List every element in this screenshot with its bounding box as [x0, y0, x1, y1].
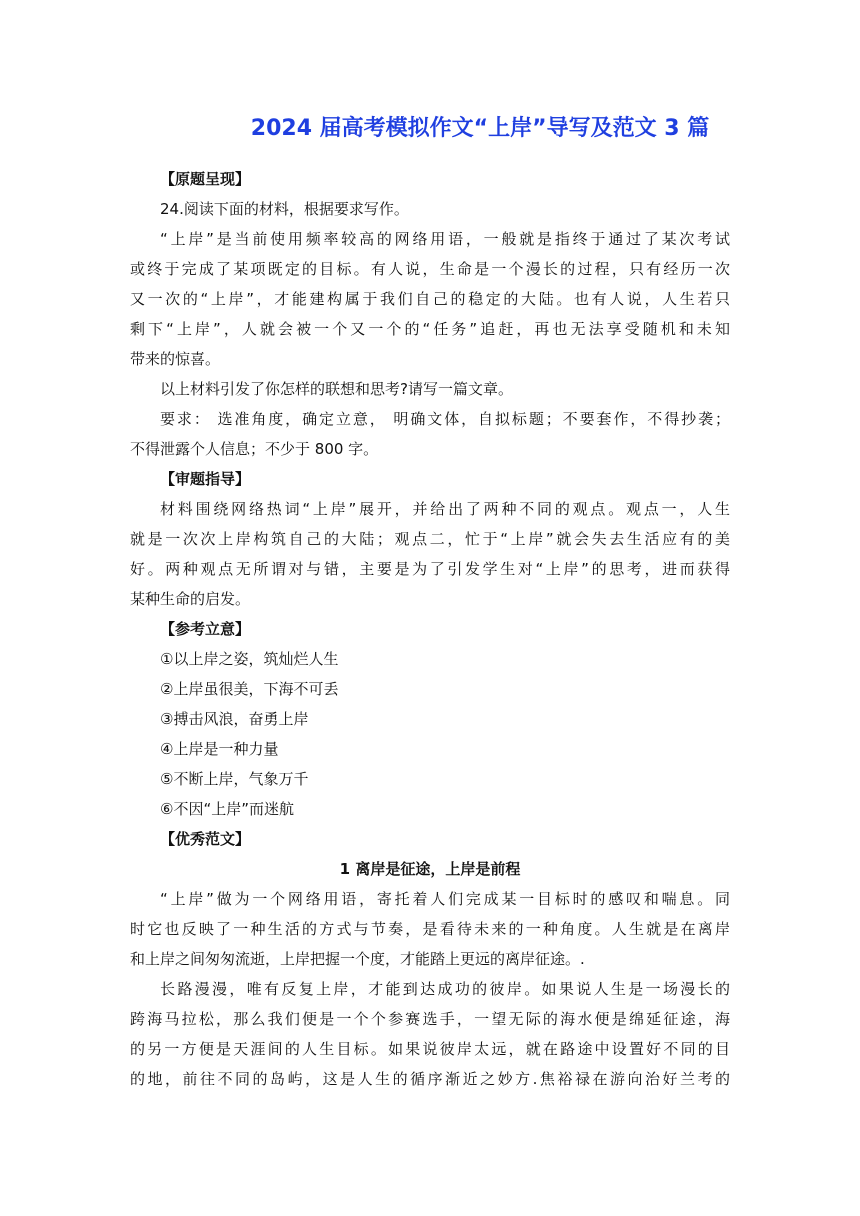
guide-line: 某种生命的启发。 [130, 590, 251, 608]
idea-item: ⑤不断上岸，气象万千 [160, 770, 309, 788]
material-line: 带来的惊喜。 [130, 350, 221, 368]
essay-title: 1 离岸是征途，上岸是前程 [339, 860, 521, 878]
section-heading-ideas: 【参考立意】 [160, 620, 251, 638]
document-title: 2024 届高考模拟作文“上岸”导写及范文 3 篇 [250, 116, 710, 141]
guide-line: 就是一次次上岸构筑自己的大陆；观点二，忙于“上岸”就会失去生活应有的美 [130, 530, 730, 548]
document-body [130, 164, 730, 1094]
idea-item: ④上岸是一种力量 [160, 740, 279, 758]
idea-item: ③搏击风浪，奋勇上岸 [160, 710, 309, 728]
essay-line: 时它也反映了一种生活的方式与节奏，是看待未来的一种角度。人生就是在离岸 [130, 920, 730, 938]
requirement-line: 要求： 选准角度，确定立意， 明确文体，自拟标题；不要套作，不得抄袭； [160, 410, 730, 428]
material-line: 又一次的“上岸”，才能建构属于我们自己的稳定的大陆。也有人说，人生若只 [130, 290, 730, 308]
essay-line: 的地，前往不同的岛屿，这是人生的循序渐近之妙方.焦裕禄在游向治好兰考的 [130, 1070, 730, 1088]
material-line: 剩下“上岸”，人就会被一个又一个的“任务”追赶，再也无法享受随机和未知 [130, 320, 730, 338]
material-line: 或终于完成了某项既定的目标。有人说，生命是一个漫长的过程，只有经历一次 [130, 260, 730, 278]
essay-line: 的另一方便是天涯间的人生目标。如果说彼岸太远，就在路途中设置好不同的目 [130, 1040, 730, 1058]
essay-line: 和上岸之间匆匆流逝，上岸把握一个度，才能踏上更远的离岸征途。. [130, 950, 585, 968]
essay-line: “上岸”做为一个网络用语，寄托着人们完成某一目标时的感叹和喘息。同 [160, 890, 730, 908]
guide-line: 材料围绕网络热词“上岸”展开，并给出了两种不同的观点。观点一，人生 [160, 500, 730, 518]
section-heading-guide: 【审题指导】 [160, 470, 251, 488]
section-heading-essays: 【优秀范文】 [160, 830, 251, 848]
prompt-line: 以上材料引发了你怎样的联想和思考?请写一篇文章。 [160, 380, 513, 398]
section-heading-original: 【原题呈现】 [160, 170, 251, 188]
essay-line: 跨海马拉松，那么我们便是一个个参赛选手，一望无际的海水便是绵延征途，海 [130, 1010, 730, 1028]
essay-line: 长路漫漫，唯有反复上岸，才能到达成功的彼岸。如果说人生是一场漫长的 [160, 980, 730, 998]
idea-item: ⑥不因“上岸”而迷航 [160, 800, 294, 818]
idea-item: ①以上岸之姿，筑灿烂人生 [160, 650, 339, 668]
idea-item: ②上岸虽很美，下海不可丢 [160, 680, 339, 698]
question-line: 24.阅读下面的材料，根据要求写作。 [160, 200, 409, 218]
guide-line: 好。两种观点无所谓对与错，主要是为了引发学生对“上岸”的思考，进而获得 [130, 560, 730, 578]
material-line: “上岸”是当前使用频率较高的网络用语，一般就是指终于通过了某次考试 [160, 230, 730, 248]
requirement-line: 不得泄露个人信息；不少于 800 字。 [130, 440, 379, 458]
